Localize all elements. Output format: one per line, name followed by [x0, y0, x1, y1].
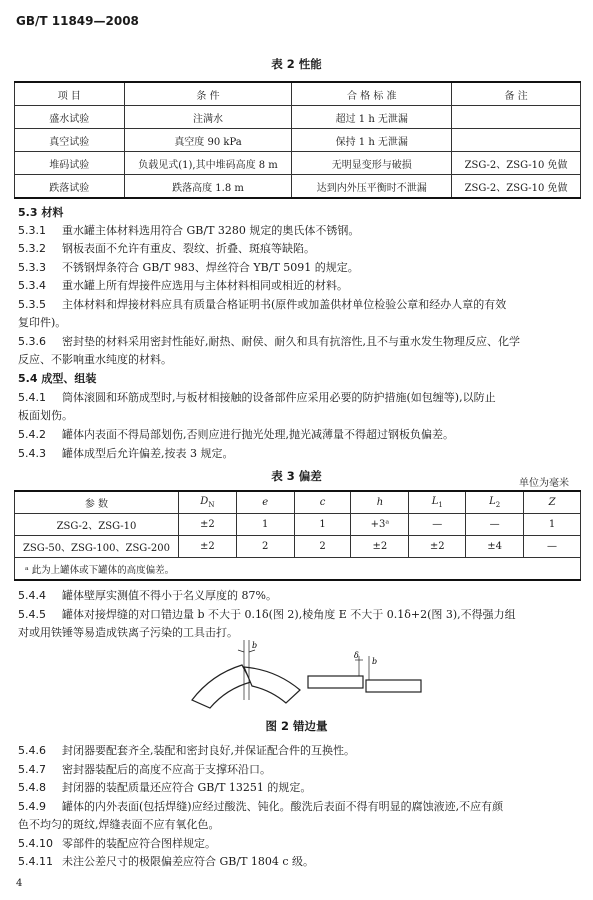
paragraph-5-4-2: 5.4.2 罐体内表面不得局部划伤,否则应进行抛光处理,抛光减薄量不得超过钢板负偏差。	[18, 428, 454, 441]
table-cell: 跌落高度 1.8 m	[124, 175, 292, 199]
paragraph-5-3-5: 5.3.5 主体材料和焊接材料应具有质量合格证明书(原件或加盖供材单位检验公章和经办人章的有效	[18, 298, 507, 311]
label-b: b	[372, 657, 378, 666]
paragraph-5-4-9: 5.4.9 罐体的内外表面(包括焊缝)应经过酸洗、钝化。酸洗后表面不得有明显的腐蚀液迹,不应有颜	[18, 800, 504, 813]
paragraph-5-3-6: 5.3.6 密封垫的材料采用密封性能好,耐热、耐侯、耐久和具有抗溶性,且不与重水发生物理反应、化学	[18, 335, 520, 348]
table-cell: ±2	[178, 514, 236, 536]
paragraph-5-4-9-cont: 色不均匀的斑纹,焊缝表面不应有氧化色。	[18, 818, 220, 831]
paragraph-5-3-3: 5.3.3 不锈钢焊条符合 GB/T 983、焊丝符合 YB/T 5091 的规定。	[18, 261, 359, 274]
table-cell: —	[524, 536, 581, 558]
paragraph-5-3-2: 5.3.2 钢板表面不允许有重皮、裂纹、折叠、斑痕等缺陷。	[18, 242, 315, 255]
header-cell: 条 件	[124, 82, 292, 106]
table-cell: —	[466, 514, 524, 536]
table-cell: 堆码试验	[15, 152, 125, 175]
table-cell: 2	[236, 536, 294, 558]
table-cell: ZSG-2、ZSG-10 免做	[452, 175, 581, 199]
flat-plate-left	[308, 676, 363, 688]
label-b: b	[252, 641, 258, 650]
table-cell: 1	[236, 514, 294, 536]
table-cell: 保持 1 h 无泄漏	[292, 129, 452, 152]
paragraph-5-4-5-cont: 对或用铁锤等易造成铁离子污染的工具击打。	[18, 626, 238, 639]
paragraph-5-3-5-cont: 复印件)。	[18, 316, 67, 329]
header-cell: 备 注	[452, 82, 581, 106]
table-cell: 盛水试验	[15, 106, 125, 129]
paragraph-5-3-6-cont: 反应、不影响重水纯度的材料。	[18, 353, 172, 366]
table-cell: ±2	[409, 536, 466, 558]
table-cell: ZSG-2、ZSG-10	[15, 514, 179, 536]
paragraph-5-4-7: 5.4.7 密封器装配后的高度不应高于支撑环沿口。	[18, 763, 271, 776]
table-cell: 负载见式(1),其中堆码高度 8 m	[124, 152, 292, 175]
curved-plate-left	[192, 665, 251, 708]
table-2-caption: 表 2 性能	[271, 57, 322, 71]
table-cell: 真空度 90 kPa	[124, 129, 292, 152]
table-cell: 无明显变形与破损	[292, 152, 452, 175]
table-cell: ±2	[178, 536, 236, 558]
table-cell: ±2	[351, 536, 409, 558]
header-cell: $L_1$	[409, 491, 466, 514]
table-cell: ZSG-50、ZSG-100、ZSG-200	[15, 536, 179, 558]
table-cell: 2	[294, 536, 351, 558]
table-cell: 达到内外压平衡时不泄漏	[292, 175, 452, 199]
table-cell: +3ᵃ	[351, 514, 409, 536]
table-cell: 注满水	[124, 106, 292, 129]
table-cell: 1	[524, 514, 581, 536]
table-3-caption: 表 3 偏差	[271, 469, 322, 483]
paragraph-5-4-6: 5.4.6 封闭器要配套齐全,装配和密封良好,并保证配合件的互换性。	[18, 744, 355, 757]
label-delta: δ	[354, 651, 359, 660]
header-cell: Z	[524, 491, 581, 514]
paragraph-5-4-10: 5.4.10 零部件的装配应符合图样规定。	[18, 837, 216, 850]
unit-note: 单位为毫米	[519, 478, 569, 489]
paragraph-5-3-1: 5.3.1 重水罐主体材料选用符合 GB/T 3280 规定的奥氏体不锈钢。	[18, 224, 360, 237]
paragraph-5-4-8: 5.4.8 封闭器的装配质量还应符合 GB/T 13251 的规定。	[18, 781, 312, 794]
header-cell: 合 格 标 准	[292, 82, 452, 106]
paragraph-5-4-4: 5.4.4 罐体壁厚实测值不得小于名义厚度的 87%。	[18, 589, 277, 602]
page-number: 4	[16, 878, 23, 889]
paragraph-5-4-5: 5.4.5 罐体对接焊缝的对口错边量 b 不大于 0.1δ(图 2),棱角度 E 不大于 0.1δ+2(图 3),不得强力组	[18, 608, 516, 621]
section-heading-forming: 5.4 成型、组装	[18, 372, 97, 385]
header-cell: 项 目	[15, 82, 125, 106]
header-cell: $D_N$	[178, 491, 236, 514]
header-cell: h	[351, 491, 409, 514]
dimension-arrow	[238, 650, 255, 652]
paragraph-5-4-1-cont: 板面划伤。	[18, 409, 73, 422]
figure-2-caption: 图 2 错边量	[265, 719, 328, 733]
flat-plate-right	[366, 680, 421, 692]
header-cell: e	[236, 491, 294, 514]
curved-plate-right	[244, 667, 300, 703]
paragraph-5-4-3: 5.4.3 罐体成型后允许偏差,按表 3 规定。	[18, 447, 234, 460]
standard-code-header: GB/T 11849—2008	[16, 14, 139, 28]
header-cell: $L_2$	[466, 491, 524, 514]
table-cell: —	[409, 514, 466, 536]
table-cell: ±4	[466, 536, 524, 558]
paragraph-5-4-1: 5.4.1 筒体滚圆和环筋成型时,与板材相接触的设备部件应采用必要的防护措施(如包缠等),以防止	[18, 391, 496, 404]
header-cell: c	[294, 491, 351, 514]
paragraph-5-3-4: 5.3.4 重水罐上所有焊接件应选用与主体材料相同或相近的材料。	[18, 279, 348, 292]
table-cell: 真空试验	[15, 129, 125, 152]
section-heading-materials: 5.3 材料	[18, 206, 64, 219]
paragraph-5-4-11: 5.4.11 未注公差尺寸的极限偏差应符合 GB/T 1804 c 级。	[18, 855, 315, 868]
table-cell: 超过 1 h 无泄漏	[292, 106, 452, 129]
table-cell: ZSG-2、ZSG-10 免做	[452, 152, 581, 175]
table-cell: 1	[294, 514, 351, 536]
table-cell: 跌落试验	[15, 175, 125, 199]
table-footnote: ᵃ 此为上罐体或下罐体的高度偏差。	[15, 558, 581, 581]
header-cell: 参 数	[15, 491, 179, 514]
